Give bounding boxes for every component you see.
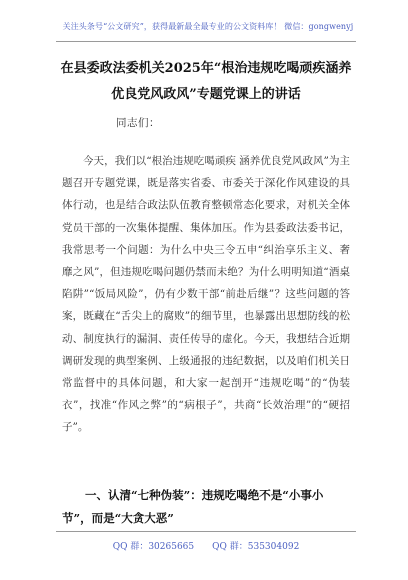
footer-qq-right: QQ 群：535304092 [212,542,300,552]
body-paragraph: 今天，我们以“根治违规吃喝顽疾 涵养优良党风政风”为主题召开专题党课，既是落实省委、市委关于深化作风建设的具体行动，也是结合政法队伍教育整顿常态化要求，对机关全体党员干部的一次集体提醒、集体加压。作为县委政法委书记，我常思考一个问题：为什么中央三令五申“纠治享乐主义、奢靡之风”，但违规吃喝问题仍禁而未绝？为什么明明知道“酒桌陷阱”“饭局风险”，仍有少数干部“前赴后继”？这些问题的答案，既藏在“舌尖上的腐败”的细节里，也暴露出思想防线的松动、制度执行的漏洞、责任传导的虚化。今天，我想结合近期调研发现的典型案例、上级通报的违纪数据，以及咱们机关日常监督中的具体问题，和大家一起剖开“违规吃喝”的“伪装衣”，找准“作风之弊”的“病根子”，共商“长效治理”的“硬招子”。 [62,155,350,434]
header-divider [56,41,356,42]
footer-qq-left: QQ 群：30265665 [112,542,195,552]
salutation: 同志们： [116,117,160,129]
footer [56,539,356,552]
footer-divider [56,531,356,532]
section-heading: 一、认清“七种伪装”：违规吃喝绝不是“小事小节”，而是“大贪大恶” [62,488,324,525]
header-note: 关注头条号“公文研究”，获得最新最全最专业的公文资料库！ 微信：gongwenyj [62,22,354,31]
document-title: 在县委政法委机关2025年“根治违规吃喝顽疾涵养优良党风政风”专题党课上的讲话 [60,61,352,102]
